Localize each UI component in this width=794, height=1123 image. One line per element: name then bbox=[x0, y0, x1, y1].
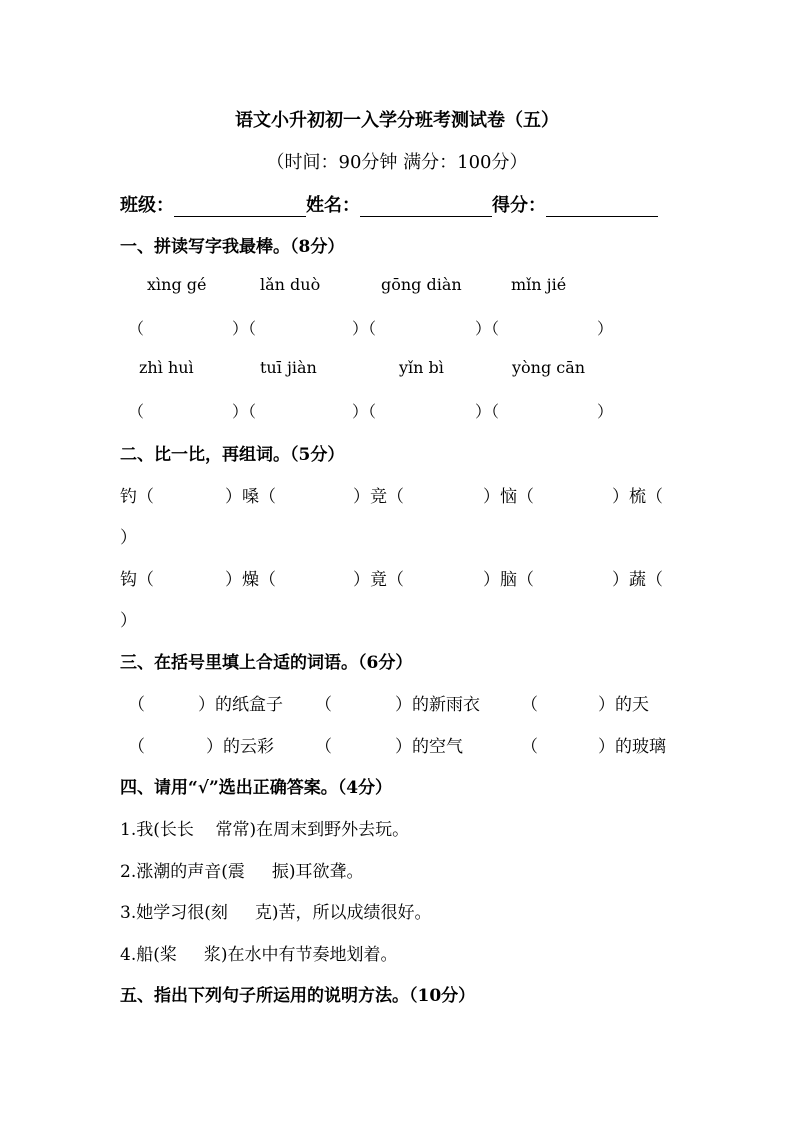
pinyin: mǐn jié bbox=[511, 275, 567, 294]
pinyin: zhì huì bbox=[139, 358, 194, 377]
class-label: 班级： bbox=[120, 195, 174, 216]
section-4-heading: 四、请用“√”选出正确答案。（4分） bbox=[120, 778, 393, 798]
pinyin: gōng diàn bbox=[381, 275, 462, 294]
answer-paren: ）（ bbox=[352, 319, 377, 338]
answer-paren: ）（ bbox=[232, 402, 257, 421]
compare-item: 钓（ bbox=[120, 487, 154, 507]
answer-paren: ） bbox=[597, 402, 614, 421]
pinyin: yòng cān bbox=[512, 358, 586, 377]
name-label: 姓名： bbox=[306, 195, 360, 216]
compare-item: ）脑（ bbox=[483, 570, 534, 590]
answer-paren: ）（ bbox=[352, 402, 377, 421]
fill-item: ）的空气 bbox=[395, 737, 463, 757]
choice-item: 3.她学习很(刻 克)苦，所以成绩很好。 bbox=[120, 903, 432, 923]
compare-item: 钩（ bbox=[120, 570, 154, 590]
pinyin: xìng gé bbox=[147, 275, 207, 294]
choice-item: 2.涨潮的声音(震 振)耳欲聋。 bbox=[120, 862, 364, 882]
compare-item: ）蔬（ bbox=[612, 570, 663, 590]
compare-item: ）燥（ bbox=[225, 570, 276, 590]
compare-item: ）恼（ bbox=[483, 487, 534, 507]
score-label: 得分： bbox=[492, 195, 546, 216]
answer-paren: ）（ bbox=[232, 319, 257, 338]
name-blank[interactable] bbox=[360, 198, 492, 217]
class-blank[interactable] bbox=[174, 198, 306, 217]
answer-paren: （ bbox=[128, 319, 145, 338]
answer-paren: ） bbox=[597, 319, 614, 338]
fill-item: ）的新雨衣 bbox=[395, 695, 480, 715]
fill-paren: （ bbox=[128, 737, 145, 757]
fill-item: ）的纸盒子 bbox=[198, 695, 283, 715]
info-row bbox=[120, 191, 658, 217]
fill-paren: （ bbox=[128, 695, 145, 715]
choice-item: 1.我(长长 常常)在周末到野外去玩。 bbox=[120, 820, 410, 840]
choice-item: 4.船(桨 浆)在水中有节奏地划着。 bbox=[120, 945, 398, 965]
pinyin: lǎn duò bbox=[260, 275, 321, 294]
compare-item: ）竞（ bbox=[353, 487, 404, 507]
compare-item: ）嗓（ bbox=[225, 487, 276, 507]
fill-paren: （ bbox=[315, 695, 332, 715]
exam-subtitle: （时间：90分钟 满分：100分） bbox=[266, 152, 528, 173]
answer-paren: （ bbox=[128, 402, 145, 421]
section-5-heading: 五、指出下列句子所运用的说明方法。（10分） bbox=[120, 986, 476, 1006]
compare-close: ） bbox=[120, 528, 137, 548]
compare-item: ）梳（ bbox=[612, 487, 663, 507]
fill-item: ）的玻璃 bbox=[598, 737, 666, 757]
fill-paren: （ bbox=[521, 737, 538, 757]
compare-item: ）竟（ bbox=[353, 570, 404, 590]
fill-item: ）的云彩 bbox=[206, 737, 274, 757]
compare-close: ） bbox=[120, 611, 137, 631]
answer-paren: ）（ bbox=[475, 402, 500, 421]
section-1-heading: 一、拼读写字我最棒。（8分） bbox=[120, 237, 345, 257]
answer-paren: ）（ bbox=[475, 319, 500, 338]
section-3-heading: 三、在括号里填上合适的词语。（6分） bbox=[120, 653, 413, 673]
fill-item: ）的天 bbox=[598, 695, 649, 715]
pinyin: yǐn bì bbox=[399, 358, 444, 377]
fill-paren: （ bbox=[521, 695, 538, 715]
fill-paren: （ bbox=[315, 737, 332, 757]
section-2-heading: 二、比一比，再组词。（5分） bbox=[120, 445, 345, 465]
pinyin: tuī jiàn bbox=[260, 358, 317, 377]
score-blank[interactable] bbox=[546, 198, 658, 217]
page-title: 语文小升初初一入学分班考测试卷（五） bbox=[235, 110, 559, 131]
